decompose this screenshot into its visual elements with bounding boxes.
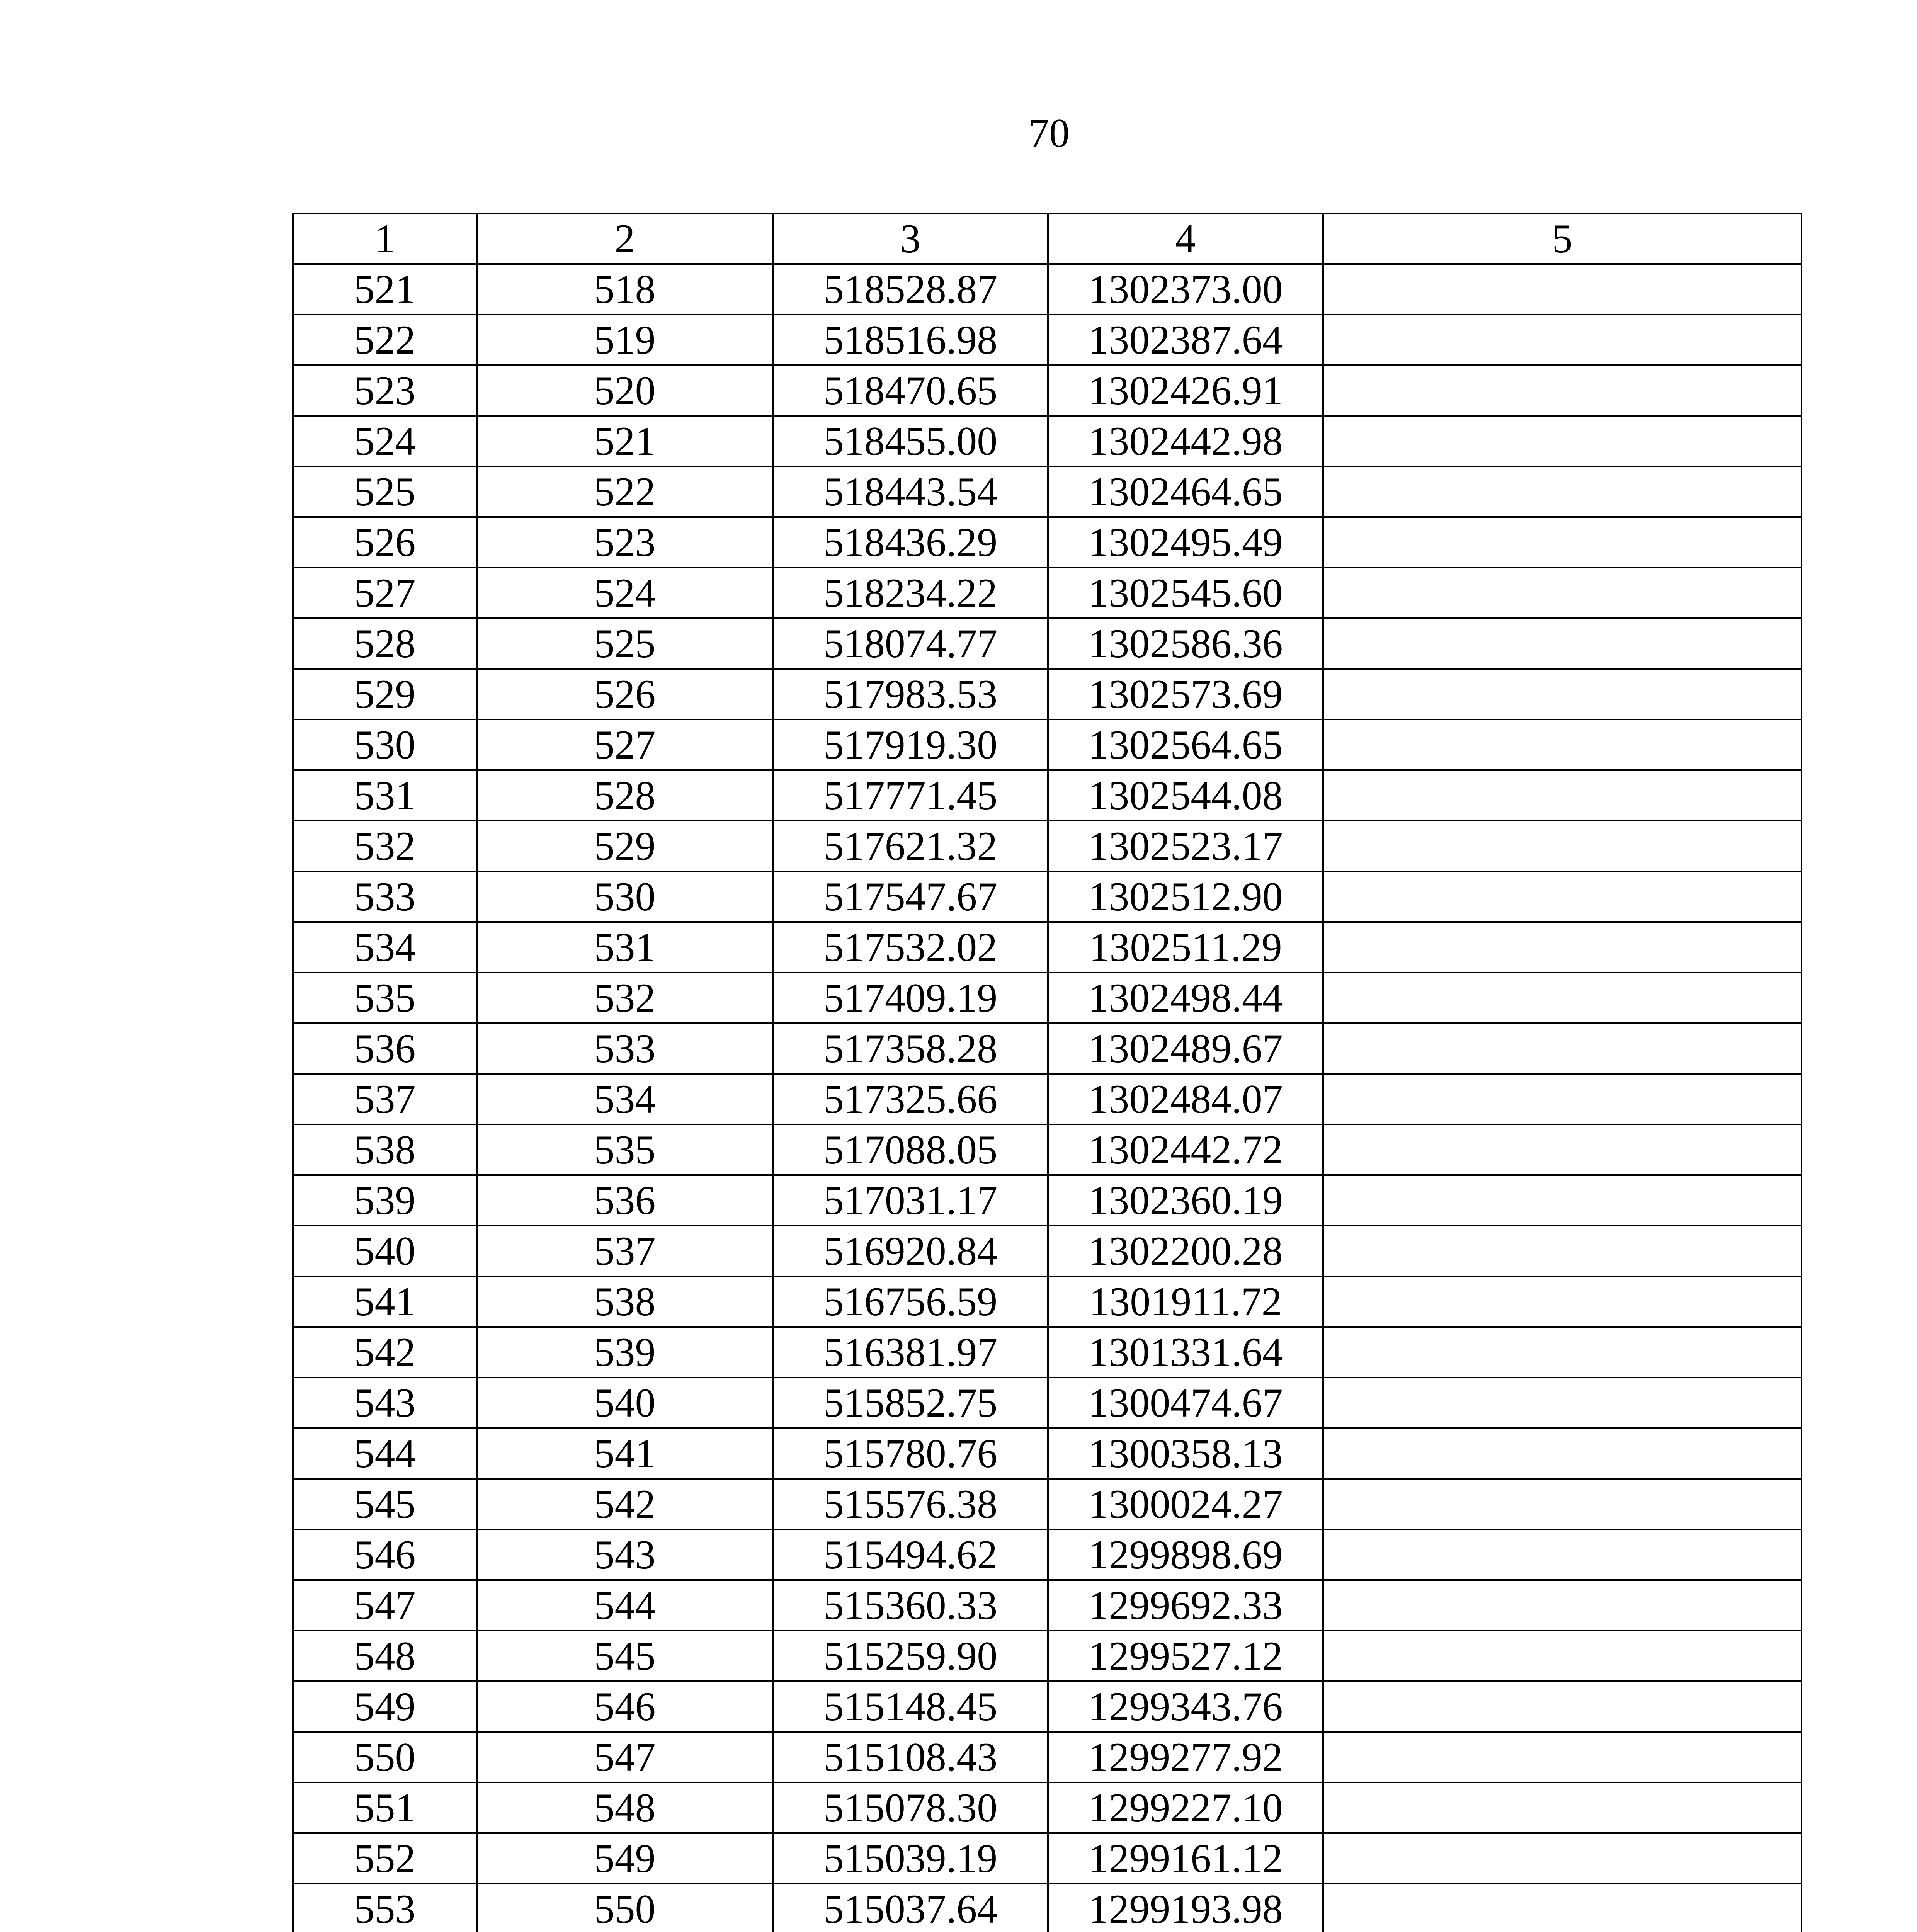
table-cell: 539 bbox=[477, 1327, 773, 1378]
table-cell: 1302464.65 bbox=[1048, 466, 1323, 517]
table-cell: 552 bbox=[293, 1833, 477, 1884]
table-cell bbox=[1323, 1023, 1801, 1074]
table-cell: 1299527.12 bbox=[1048, 1631, 1323, 1681]
table-row bbox=[293, 1175, 1801, 1226]
table-cell: 1299193.98 bbox=[1048, 1884, 1323, 1932]
table-cell: 521 bbox=[477, 416, 773, 466]
page-number: 70 bbox=[1029, 111, 1070, 156]
table-cell bbox=[1323, 517, 1801, 568]
table-cell: 536 bbox=[477, 1175, 773, 1226]
table-cell: 543 bbox=[477, 1529, 773, 1580]
table-cell: 550 bbox=[293, 1732, 477, 1782]
table-cell: 1299227.10 bbox=[1048, 1782, 1323, 1833]
table-cell: 544 bbox=[293, 1428, 477, 1479]
table-row bbox=[293, 1479, 1801, 1529]
table-cell: 538 bbox=[293, 1124, 477, 1175]
table-cell: 545 bbox=[477, 1631, 773, 1681]
table-cell: 534 bbox=[477, 1074, 773, 1124]
table-cell: 515576.38 bbox=[773, 1479, 1048, 1529]
table-cell: 543 bbox=[293, 1378, 477, 1428]
table-cell: 519 bbox=[477, 315, 773, 365]
table-cell: 530 bbox=[477, 871, 773, 922]
table-cell: 517031.17 bbox=[773, 1175, 1048, 1226]
table-row bbox=[293, 1529, 1801, 1580]
table-cell: 523 bbox=[477, 517, 773, 568]
table-cell: 1299277.92 bbox=[1048, 1732, 1323, 1782]
table-cell: 540 bbox=[477, 1378, 773, 1428]
table-cell: 541 bbox=[293, 1276, 477, 1327]
table-cell: 518516.98 bbox=[773, 315, 1048, 365]
table-cell: 518443.54 bbox=[773, 466, 1048, 517]
table-row bbox=[293, 466, 1801, 517]
table-cell: 1299898.69 bbox=[1048, 1529, 1323, 1580]
table-cell: 1302564.65 bbox=[1048, 719, 1323, 770]
table-header-row bbox=[293, 213, 1801, 264]
table-row bbox=[293, 1276, 1801, 1327]
table-cell bbox=[1323, 1732, 1801, 1782]
table-cell bbox=[1323, 315, 1801, 365]
table-cell: 529 bbox=[293, 669, 477, 719]
table-cell: 533 bbox=[477, 1023, 773, 1074]
table-cell: 537 bbox=[477, 1226, 773, 1276]
column-header: 1 bbox=[293, 213, 477, 264]
table-cell: 528 bbox=[293, 618, 477, 669]
table-cell: 533 bbox=[293, 871, 477, 922]
table-cell bbox=[1323, 871, 1801, 922]
table-cell bbox=[1323, 669, 1801, 719]
table-cell bbox=[1323, 1631, 1801, 1681]
table-cell bbox=[1323, 922, 1801, 973]
table-cell: 522 bbox=[477, 466, 773, 517]
table-cell: 531 bbox=[293, 770, 477, 821]
table-cell bbox=[1323, 1175, 1801, 1226]
table-cell: 517621.32 bbox=[773, 821, 1048, 871]
table-cell bbox=[1323, 1580, 1801, 1631]
table-cell: 536 bbox=[293, 1023, 477, 1074]
table-row bbox=[293, 1580, 1801, 1631]
table-cell: 1299692.33 bbox=[1048, 1580, 1323, 1631]
table-cell: 1302545.60 bbox=[1048, 568, 1323, 618]
table-row bbox=[293, 1631, 1801, 1681]
table-cell: 1302484.07 bbox=[1048, 1074, 1323, 1124]
table-cell: 525 bbox=[477, 618, 773, 669]
table-cell: 1302200.28 bbox=[1048, 1226, 1323, 1276]
table-row bbox=[293, 719, 1801, 770]
table-row bbox=[293, 1833, 1801, 1884]
table-cell: 515037.64 bbox=[773, 1884, 1048, 1932]
table-cell: 518455.00 bbox=[773, 416, 1048, 466]
table-cell bbox=[1323, 973, 1801, 1023]
table-cell: 517919.30 bbox=[773, 719, 1048, 770]
table-cell: 1302442.72 bbox=[1048, 1124, 1323, 1175]
table-cell: 1300358.13 bbox=[1048, 1428, 1323, 1479]
table-cell: 1302544.08 bbox=[1048, 770, 1323, 821]
coordinates-table bbox=[292, 213, 1802, 1932]
table-row bbox=[293, 1428, 1801, 1479]
table-cell: 515494.62 bbox=[773, 1529, 1048, 1580]
table-cell bbox=[1323, 365, 1801, 416]
table-cell: 1302495.49 bbox=[1048, 517, 1323, 568]
table-cell: 532 bbox=[477, 973, 773, 1023]
table-cell: 1302586.36 bbox=[1048, 618, 1323, 669]
table-cell bbox=[1323, 1529, 1801, 1580]
table-cell: 515039.19 bbox=[773, 1833, 1048, 1884]
table-cell: 1302573.69 bbox=[1048, 669, 1323, 719]
table-cell: 553 bbox=[293, 1884, 477, 1932]
table-cell bbox=[1323, 1782, 1801, 1833]
table-cell: 551 bbox=[293, 1782, 477, 1833]
table-cell: 1302387.64 bbox=[1048, 315, 1323, 365]
table-cell: 535 bbox=[477, 1124, 773, 1175]
table-row bbox=[293, 1378, 1801, 1428]
table-cell: 518470.65 bbox=[773, 365, 1048, 416]
table-cell bbox=[1323, 719, 1801, 770]
table-cell bbox=[1323, 1428, 1801, 1479]
table-cell bbox=[1323, 416, 1801, 466]
table-cell: 517547.67 bbox=[773, 871, 1048, 922]
table-cell: 548 bbox=[293, 1631, 477, 1681]
table-row bbox=[293, 669, 1801, 719]
table-cell: 518436.29 bbox=[773, 517, 1048, 568]
table-cell bbox=[1323, 1276, 1801, 1327]
table-cell bbox=[1323, 1681, 1801, 1732]
column-header: 5 bbox=[1323, 213, 1801, 264]
table-cell: 520 bbox=[477, 365, 773, 416]
table-cell: 518 bbox=[477, 264, 773, 315]
table-cell: 1301331.64 bbox=[1048, 1327, 1323, 1378]
table-cell: 549 bbox=[477, 1833, 773, 1884]
table-cell: 1302373.00 bbox=[1048, 264, 1323, 315]
table-cell: 540 bbox=[293, 1226, 477, 1276]
table-row bbox=[293, 973, 1801, 1023]
table-cell bbox=[1323, 1327, 1801, 1378]
table-cell: 1302360.19 bbox=[1048, 1175, 1323, 1226]
table-cell bbox=[1323, 1074, 1801, 1124]
table-cell: 515780.76 bbox=[773, 1428, 1048, 1479]
table-cell: 530 bbox=[293, 719, 477, 770]
table-cell: 526 bbox=[293, 517, 477, 568]
table-cell: 517532.02 bbox=[773, 922, 1048, 973]
table-cell bbox=[1323, 1226, 1801, 1276]
table-cell: 517325.66 bbox=[773, 1074, 1048, 1124]
table-cell: 516920.84 bbox=[773, 1226, 1048, 1276]
table-cell bbox=[1323, 1378, 1801, 1428]
table-cell: 537 bbox=[293, 1074, 477, 1124]
table-cell: 1300474.67 bbox=[1048, 1378, 1323, 1428]
table-cell: 523 bbox=[293, 365, 477, 416]
table-cell: 1299161.12 bbox=[1048, 1833, 1323, 1884]
table-row bbox=[293, 315, 1801, 365]
table-row bbox=[293, 618, 1801, 669]
table-cell: 517088.05 bbox=[773, 1124, 1048, 1175]
table-cell bbox=[1323, 1833, 1801, 1884]
table-cell bbox=[1323, 466, 1801, 517]
table-cell: 544 bbox=[477, 1580, 773, 1631]
table-cell: 1302511.29 bbox=[1048, 922, 1323, 973]
table-row bbox=[293, 517, 1801, 568]
table-cell bbox=[1323, 264, 1801, 315]
table-row bbox=[293, 821, 1801, 871]
table-row bbox=[293, 1124, 1801, 1175]
table-cell: 532 bbox=[293, 821, 477, 871]
table-cell: 547 bbox=[477, 1732, 773, 1782]
table-row bbox=[293, 1023, 1801, 1074]
table-cell bbox=[1323, 1479, 1801, 1529]
table-cell: 538 bbox=[477, 1276, 773, 1327]
table-row bbox=[293, 1681, 1801, 1732]
table-row bbox=[293, 1327, 1801, 1378]
table-body bbox=[293, 264, 1801, 1932]
table-cell: 548 bbox=[477, 1782, 773, 1833]
table-row bbox=[293, 416, 1801, 466]
table-cell bbox=[1323, 618, 1801, 669]
table-row bbox=[293, 871, 1801, 922]
table-cell: 517771.45 bbox=[773, 770, 1048, 821]
table-cell: 516756.59 bbox=[773, 1276, 1048, 1327]
column-header: 4 bbox=[1048, 213, 1323, 264]
table-row bbox=[293, 1226, 1801, 1276]
table-cell: 549 bbox=[293, 1681, 477, 1732]
table-row bbox=[293, 1074, 1801, 1124]
table-cell: 535 bbox=[293, 973, 477, 1023]
table-cell: 1302426.91 bbox=[1048, 365, 1323, 416]
table-cell: 525 bbox=[293, 466, 477, 517]
table-cell: 524 bbox=[293, 416, 477, 466]
table-cell: 1300024.27 bbox=[1048, 1479, 1323, 1529]
table-cell: 515078.30 bbox=[773, 1782, 1048, 1833]
table-cell: 527 bbox=[477, 719, 773, 770]
table-cell: 547 bbox=[293, 1580, 477, 1631]
table-cell: 542 bbox=[293, 1327, 477, 1378]
table-cell: 529 bbox=[477, 821, 773, 871]
table-cell: 517983.53 bbox=[773, 669, 1048, 719]
table-cell: 528 bbox=[477, 770, 773, 821]
table-cell: 550 bbox=[477, 1884, 773, 1932]
table-cell: 541 bbox=[477, 1428, 773, 1479]
table-cell: 1302523.17 bbox=[1048, 821, 1323, 871]
column-header: 3 bbox=[773, 213, 1048, 264]
table-cell: 515148.45 bbox=[773, 1681, 1048, 1732]
table-cell: 1301911.72 bbox=[1048, 1276, 1323, 1327]
table-row bbox=[293, 1782, 1801, 1833]
table-row bbox=[293, 922, 1801, 973]
table-row bbox=[293, 264, 1801, 315]
table-cell: 518074.77 bbox=[773, 618, 1048, 669]
table-cell: 517358.28 bbox=[773, 1023, 1048, 1074]
table-cell: 531 bbox=[477, 922, 773, 973]
table-row bbox=[293, 770, 1801, 821]
table-cell: 546 bbox=[293, 1529, 477, 1580]
table-cell: 524 bbox=[477, 568, 773, 618]
table-cell: 1302512.90 bbox=[1048, 871, 1323, 922]
table-cell: 1302489.67 bbox=[1048, 1023, 1323, 1074]
table-cell: 515108.43 bbox=[773, 1732, 1048, 1782]
table-cell: 515259.90 bbox=[773, 1631, 1048, 1681]
table-cell: 517409.19 bbox=[773, 973, 1048, 1023]
table-cell: 1302498.44 bbox=[1048, 973, 1323, 1023]
table-cell: 546 bbox=[477, 1681, 773, 1732]
table-row bbox=[293, 365, 1801, 416]
table-row bbox=[293, 568, 1801, 618]
table-cell: 539 bbox=[293, 1175, 477, 1226]
table-cell: 522 bbox=[293, 315, 477, 365]
table-cell: 1299343.76 bbox=[1048, 1681, 1323, 1732]
table-cell: 516381.97 bbox=[773, 1327, 1048, 1378]
table-cell bbox=[1323, 568, 1801, 618]
table-cell: 515852.75 bbox=[773, 1378, 1048, 1428]
table-cell: 534 bbox=[293, 922, 477, 973]
table-cell: 527 bbox=[293, 568, 477, 618]
table-cell bbox=[1323, 821, 1801, 871]
table-cell: 518234.22 bbox=[773, 568, 1048, 618]
table-cell bbox=[1323, 1124, 1801, 1175]
table-row bbox=[293, 1884, 1801, 1932]
table-cell bbox=[1323, 770, 1801, 821]
table-row bbox=[293, 1732, 1801, 1782]
table-cell: 542 bbox=[477, 1479, 773, 1529]
table-cell: 526 bbox=[477, 669, 773, 719]
table-cell: 515360.33 bbox=[773, 1580, 1048, 1631]
table-cell: 521 bbox=[293, 264, 477, 315]
table-cell: 1302442.98 bbox=[1048, 416, 1323, 466]
table-cell: 518528.87 bbox=[773, 264, 1048, 315]
table-cell bbox=[1323, 1884, 1801, 1932]
column-header: 2 bbox=[477, 213, 773, 264]
table-cell: 545 bbox=[293, 1479, 477, 1529]
